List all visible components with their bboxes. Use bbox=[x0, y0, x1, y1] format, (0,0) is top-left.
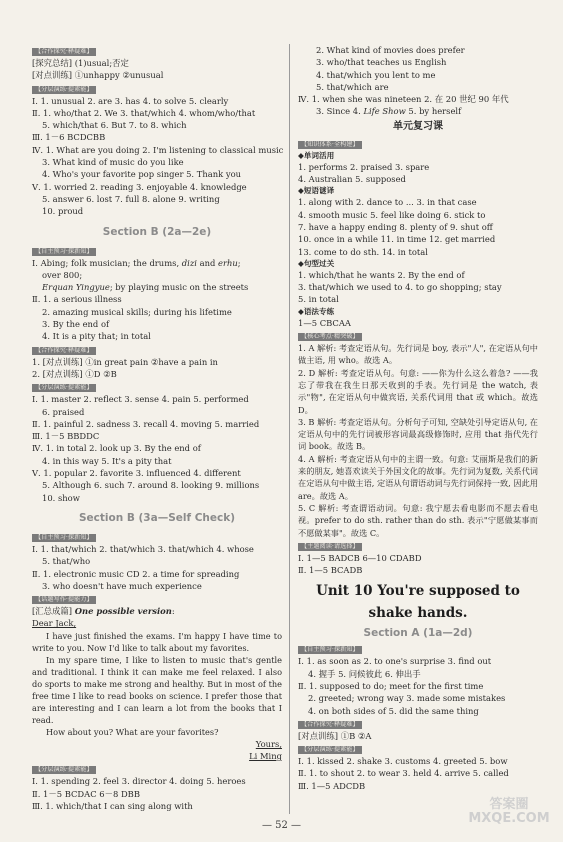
essay-paragraph: In my spare time, I like to listen to music that's gentle and traditional. I think it can make me feel relaxed. I also do sports to make me strong and healthy. But in most of the free time I like to read books on science. I prefer those that are interesting and I can learn a lot from the books that I read. bbox=[32, 654, 282, 725]
text-line: 2. What kind of movies does prefer bbox=[316, 45, 465, 55]
text-line: 1. which/that he wants 2. By the end of bbox=[298, 269, 465, 280]
text-line: 1. [对点训练] ①in great pain ②have a pain in bbox=[32, 356, 218, 367]
text-line: 3. What kind of music do you like bbox=[42, 157, 184, 168]
text-line: Ⅱ. 1—5 BCADB bbox=[298, 565, 363, 576]
text-line: Ⅳ. 1. What are you doing 2. I'm listening to classical music bbox=[32, 144, 284, 155]
text-line: [探究总结] (1)usual;否定 bbox=[32, 58, 129, 68]
column-divider bbox=[289, 44, 290, 814]
text-line: [对点训练] ①B ②A bbox=[298, 730, 372, 741]
text-line: Erquan Yingyue; by playing music on the streets bbox=[42, 282, 249, 293]
unit-heading: Unit 10 You're supposed to bbox=[316, 583, 520, 600]
text-line: Ⅳ. 1. when she was nineteen 2. 在 20 世纪 90 年代 bbox=[298, 94, 509, 105]
text-line: Ⅰ. 1. that/which 2. that/which 3. that/which 4. whose bbox=[32, 543, 254, 554]
text-line: Ⅰ. 1. master 2. reflect 3. sense 4. pain 5. performed bbox=[32, 394, 249, 405]
section-bar: 【分层演练·提素能】 bbox=[32, 384, 96, 392]
text-line: Ⅱ. 1－5 BCDAC 6－8 DBB bbox=[32, 788, 140, 799]
text-line: 3. that/which we used to 4. to go shopping; stay bbox=[298, 282, 502, 293]
text-line: 2. amazing musical skills; during his lifetime bbox=[42, 306, 232, 317]
section-bar: 【话题写作·提能力】 bbox=[32, 596, 96, 604]
essay-paragraph: How about you? What are your favorites? bbox=[46, 726, 219, 737]
page-number: — 52 — bbox=[261, 820, 302, 831]
text-line: Ⅱ. 1. a serious illness bbox=[32, 294, 122, 305]
text-line: Ⅳ. 1. in total 2. look up 3. By the end of bbox=[32, 443, 201, 454]
text-line: 2. [对点训练] ①D ②B bbox=[32, 368, 117, 379]
text-line: 5. that/which are bbox=[316, 81, 389, 92]
subsection-heading: ◆单词活用 bbox=[298, 150, 335, 160]
text-line: Ⅰ. 1—5 BADCB 6—10 CDABD bbox=[298, 552, 422, 563]
text-line: 4. Who's your favorite pop singer 5. Thank you bbox=[42, 169, 242, 180]
text-line: 6. praised bbox=[42, 406, 85, 417]
text-line: Ⅲ. 1－5 BBDDC bbox=[32, 431, 100, 442]
text-line: Ⅰ. Abing; folk musician; the drums, dizi and erhu; bbox=[32, 257, 241, 268]
section-bar: 【自主预习·探新知】 bbox=[32, 534, 96, 542]
text-line: 10. proud bbox=[42, 206, 84, 217]
left-column bbox=[32, 44, 282, 812]
section-title: Section A (1a—2d) bbox=[363, 627, 473, 640]
text-line: 4. that/which you lent to me bbox=[316, 69, 436, 80]
answer-explanation: 2. D 解析: 考查定语从句。句意: ——你为什么这么着急? ——我忘了带我在我生日那天收到的手表。先行词是 the watch, 表示"物", 在定语从句中做宾语, 关系代词用 that 或 which。故选 D。 bbox=[298, 367, 538, 415]
text-line: 4. Australian 5. supposed bbox=[298, 174, 406, 185]
text-line: Ⅲ. 1－6 BCDCBB bbox=[32, 132, 106, 143]
section-bar: 【自主预习·探新知】 bbox=[32, 248, 96, 256]
letter-signature: Li Ming bbox=[249, 750, 282, 761]
subsection-heading: ◆短语谜译 bbox=[298, 186, 335, 196]
text-line: 1. along with 2. dance to ... 3. in that case bbox=[298, 197, 477, 208]
text-line: 4. smooth music 5. feel like doing 6. stick to bbox=[298, 209, 486, 220]
section-title: Section B (2a—2e) bbox=[102, 225, 212, 238]
text-line: 1—5 CBCAA bbox=[298, 317, 351, 328]
section-bar: 【合作探究·释疑难】 bbox=[32, 347, 96, 355]
text-line: 13. come to do sth. 14. in total bbox=[298, 246, 428, 257]
text-line: over 800; bbox=[42, 269, 83, 280]
section-bar: 【分层演练·提素能】 bbox=[32, 86, 96, 94]
section-bar: 【核心考点·精突破】 bbox=[298, 333, 362, 341]
text-line: Ⅱ. 1. electronic music CD 2. a time for spreading bbox=[32, 568, 240, 579]
text-line: Ⅱ. 1. supposed to do; meet for the first time bbox=[298, 680, 484, 691]
section-bar: 【分层演练·提素能】 bbox=[298, 746, 362, 754]
text-line: 3. Since 4. Life Show 5. by herself bbox=[316, 106, 462, 117]
unit-review-title: 单元复习课 bbox=[393, 120, 443, 132]
text-line: Ⅱ. 1. painful 2. sadness 3. recall 4. moving 5. married bbox=[32, 418, 260, 429]
text-line: 4. It is a pity that; in total bbox=[42, 331, 151, 342]
text-line: [对点训练] ①unhappy ②unusual bbox=[32, 70, 164, 81]
text-line: 10. show bbox=[42, 492, 80, 503]
answer-explanation: 1. A 解析: 考查定语从句。先行词是 boy, 表示"人", 在定语从句中做主语, 用 who。故选 A。 bbox=[298, 343, 538, 366]
letter-closing: Yours, bbox=[255, 738, 282, 749]
text-line: Ⅱ. 1. to shout 2. to wear 3. held 4. arrive 5. called bbox=[298, 768, 509, 779]
text-line: 4. 握手 5. 问候彼此 6. 伸出手 bbox=[308, 668, 421, 679]
section-bar: 【分层演练·提素能】 bbox=[32, 766, 96, 774]
section-bar: 【合作探究·释疑难】 bbox=[32, 48, 96, 56]
text-line: Ⅰ. 1. as soon as 2. to one's surprise 3. find out bbox=[298, 656, 492, 667]
text-line: 1. performs 2. praised 3. spare bbox=[298, 161, 430, 172]
text-line: 3. who doesn't have much experience bbox=[42, 580, 202, 591]
text-line: Ⅰ. 1. kissed 2. shake 3. customs 4. greeted 5. bow bbox=[298, 756, 508, 767]
text-line: Ⅱ. 1. who/that 2. We 3. that/which 4. whom/who/that bbox=[32, 107, 256, 118]
answer-explanation: 3. B 解析: 考查定语从句。分析句子可知, 空缺处引导定语从句, 在定语从句中的先行词被形容词最高级修饰时, 应用 that 指代先行词 book。故选 B。 bbox=[298, 416, 538, 452]
essay-paragraph: I have just finished the exams. I'm happy I have time to write to you. Now I'd like to talk about my favorites. bbox=[32, 630, 282, 653]
text-line: 5. that/who bbox=[42, 556, 91, 567]
text-line: 10. once in a while 11. in time 12. get married bbox=[298, 234, 496, 245]
text-line: 3. By the end of bbox=[42, 319, 110, 330]
section-bar: 【自主预习·探新知】 bbox=[298, 646, 362, 654]
text-line: Ⅰ. 1. unusual 2. are 3. has 4. to solve 5. clearly bbox=[32, 95, 229, 106]
text-line: 5. answer 6. lost 7. full 8. alone 9. writing bbox=[42, 193, 220, 204]
text-line: Ⅰ. 1. spending 2. feel 3. director 4. doing 5. heroes bbox=[32, 776, 246, 787]
text-line: Ⅲ. 1—5 ADCDB bbox=[298, 780, 366, 791]
text-line: 7. have a happy ending 8. plenty of 9. shut off bbox=[298, 221, 493, 232]
text-line: 3. who/that teaches us English bbox=[316, 57, 447, 68]
section-bar: 【合作探究·释疑难】 bbox=[298, 721, 362, 729]
text-line: 2. greeted; wrong way 3. made some mistakes bbox=[308, 693, 506, 704]
text-line: 4. on both sides of 5. did the same thing bbox=[308, 705, 479, 716]
right-column bbox=[298, 44, 538, 792]
unit-heading: shake hands. bbox=[368, 605, 468, 622]
answer-explanation: 5. C 解析: 考查谓语动词。句意: 我宁愿去看电影而不愿去看电视。prefer to do sth. rather than do sth. 表示"宁愿做某事而不愿做某事"。故选 C。 bbox=[298, 502, 538, 538]
letter-salutation: Dear Jack, bbox=[32, 618, 77, 629]
text-line: 5. Although 6. such 7. around 8. looking 9. millions bbox=[42, 480, 260, 491]
subsection-heading: ◆句型过关 bbox=[298, 258, 335, 268]
answer-explanation: 4. A 解析: 考查定语从句中的主谓一致。句意: 艾丽斯是我们的新来的朋友, 她喜欢读关于外国文化的故事。先行词为复数, 关系代词在定语从句中做主语, 定语从句谓语动词与先行词保持一致, 因此用 are。故选 A。 bbox=[298, 453, 538, 501]
text-line: 5. which/that 6. But 7. to 8. which bbox=[42, 120, 187, 131]
text-line: 5. in total bbox=[298, 294, 339, 305]
text-line: Ⅴ. 1. popular 2. favorite 3. influenced 4. different bbox=[32, 468, 241, 479]
section-bar: 【主题阅读·请选择】 bbox=[298, 543, 362, 551]
text-line: 4. in this way 5. It's a pity that bbox=[42, 455, 172, 466]
section-bar: 【知识体系·全构建】 bbox=[298, 141, 362, 149]
subsection-heading: ◆语法专练 bbox=[298, 306, 335, 316]
text-line: [汇总成篇] One possible version: bbox=[32, 606, 175, 617]
text-line: Ⅴ. 1. worried 2. reading 3. enjoyable 4. knowledge bbox=[32, 181, 247, 192]
text-line: Ⅲ. 1. which/that I can sing along with bbox=[32, 800, 193, 811]
watermark-logo: 答案圈 MXQE.COM bbox=[468, 797, 550, 826]
section-title: Section B (3a—Self Check) bbox=[78, 511, 236, 524]
